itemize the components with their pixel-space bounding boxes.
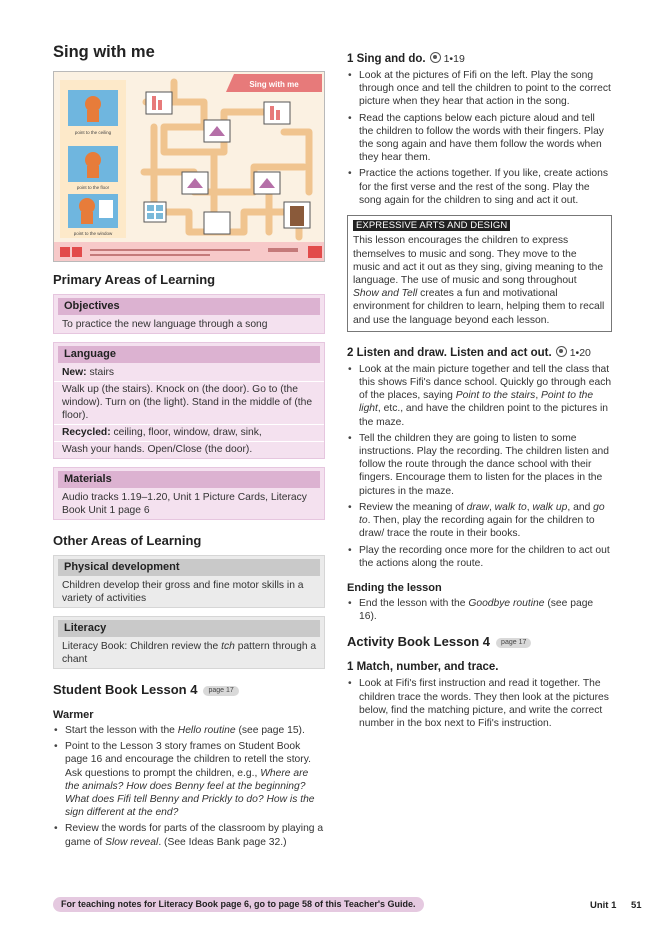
new-value: stairs [86, 367, 115, 378]
left-column [53, 42, 325, 852]
objectives-head: Objectives [58, 298, 320, 315]
list-item: • Review the meaning of draw, walk to, walk up, and go to. Then, play the recording again for the children to draw/ trace the route in their books. [347, 501, 612, 541]
list-item: • Look at the main picture together and tell the class that this shows Fifi's dance school. Quickly go through each of the places, saying Point to the stairs, Point to the light, etc., and have the children point to the pictures in the maze. [347, 363, 612, 429]
literacy-book-note: For teaching notes for Literacy Book page 6, go to page 58 of this Teacher's Guide. [53, 897, 424, 912]
unit-label: Unit 1 [590, 900, 617, 911]
activity-2-list [347, 363, 612, 570]
page-title: Sing with me [53, 43, 155, 61]
physical-head: Physical development [58, 559, 320, 576]
page-badge: page 17 [203, 686, 238, 696]
list-item: • Look at Fifi's first instruction and read it together. The children trace the words. They then look at the pictures below, find the matching picture, and write the correct number in the box next to Fifi's instruction. [347, 677, 612, 730]
song-maze-illustration [54, 72, 325, 262]
objectives-box [53, 294, 325, 334]
thumbnail-banner: Sing with me [249, 80, 299, 89]
audio-icon [430, 52, 441, 63]
right-column [347, 52, 612, 733]
ab-activity-1-list [347, 677, 612, 730]
physical-text: Children develop their gross and fine motor skills in a variety of activities [62, 580, 304, 604]
language-box [53, 342, 325, 459]
language-recycled [54, 425, 324, 442]
activity-2-heading: 2 Listen and draw. Listen and act out. 1•20 [347, 346, 591, 359]
track-number: 1•19 [443, 53, 465, 65]
activity-1-heading: 1 Sing and do. 1•19 [347, 53, 465, 65]
recycled-label: Recycled: [62, 427, 111, 438]
language-phrases: Walk up (the stairs). Knock on (the door). Go to (the window). Turn on (the light). Stand in the middle of (the floor). [54, 382, 324, 425]
ending-list [347, 597, 612, 623]
materials-head: Materials [58, 471, 320, 488]
warmer-list [53, 724, 325, 849]
list-item: • Start the lesson with the Hello routine (see page 15). [53, 724, 325, 737]
new-label: New: [62, 367, 87, 378]
expressive-arts-tag: EXPRESSIVE ARTS AND DESIGN [353, 220, 510, 231]
warmer-heading: Warmer [53, 709, 94, 721]
track-number: 1•20 [569, 346, 591, 359]
page-number: 51 [631, 900, 642, 911]
language-new [54, 365, 324, 382]
caption-ceiling: point to the ceiling [74, 130, 112, 135]
activity-book-heading: Activity Book Lesson 4 page 17 [347, 634, 612, 650]
list-item: • Read the captions below each picture aloud and tell the children to follow the words with their fingers. Play the song again and have them follow the words when they hear them. [347, 112, 612, 165]
page-badge: page 17 [496, 638, 531, 648]
recycled-value: ceiling, floor, window, draw, sink, [110, 427, 262, 438]
expressive-arts-text: This lesson encourages the children to express themselves to music and song. They move to the music and act it out as they sing, giving meaning to the language. The use of music and song throughout Show and Tell creates a fun and motivational environment for children to learn, helping them to recall and use the language beyond each lesson. [353, 235, 605, 326]
student-book-thumbnail [53, 71, 325, 262]
list-item: • Play the recording once more for the children to act out the actions along the route. [347, 544, 612, 570]
audio-icon [556, 346, 567, 357]
expressive-arts-box [347, 215, 612, 332]
literacy-text: Literacy Book: Children review the tch pattern through a chant [62, 641, 317, 665]
ending-heading: Ending the lesson [347, 581, 442, 594]
objectives-text: To practice the new language through a song [62, 319, 268, 330]
list-item: • Practice the actions together. If you like, create actions for the first verse and the rest of the song. Play the song again for the children to sing and act it out. [347, 167, 612, 207]
ab-activity-1-heading: 1 Match, number, and trace. [347, 661, 499, 674]
materials-box [53, 467, 325, 520]
student-book-heading: Student Book Lesson 4 page 17 [53, 682, 325, 698]
caption-window: point to the window [73, 231, 113, 236]
other-areas-heading: Other Areas of Learning [53, 533, 202, 548]
physical-box [53, 555, 325, 608]
materials-text: Audio tracks 1.19–1.20, Unit 1 Picture Cards, Literacy Book Unit 1 page 6 [62, 492, 307, 516]
list-item: • Tell the children they are going to listen to some instructions. Play the recording. The children listen and follow the route through the dance school with their fingers. Encourage them to listen for the places in the pictures in the maze. [347, 432, 612, 498]
language-recycled-more: Wash your hands. Open/Close (the door). [62, 444, 253, 455]
literacy-head: Literacy [58, 620, 320, 637]
list-item: • End the lesson with the Goodbye routine (see page 16). [347, 597, 612, 623]
caption-floor: point to the floor [76, 185, 110, 190]
primary-areas-heading: Primary Areas of Learning [53, 272, 216, 287]
language-head: Language [58, 346, 320, 363]
literacy-box [53, 616, 325, 669]
list-item: • Point to the Lesson 3 story frames on Student Book page 16 and encourage the children to retell the story. Ask questions to prompt the children, e.g., Where are the animals? How does Benny feel at the beginning? What does Fifi tell Benny and Prickly to do? How is the sign different at the end? [53, 740, 325, 819]
list-item: • Review the words for parts of the classroom by playing a game of Slow reveal. (See Ideas Bank page 32.) [53, 822, 325, 848]
activity-1-list [347, 69, 612, 207]
list-item: • Look at the pictures of Fifi on the left. Play the song through once and tell the children to point to the correct picture when they hear that action in the song. [347, 69, 612, 109]
